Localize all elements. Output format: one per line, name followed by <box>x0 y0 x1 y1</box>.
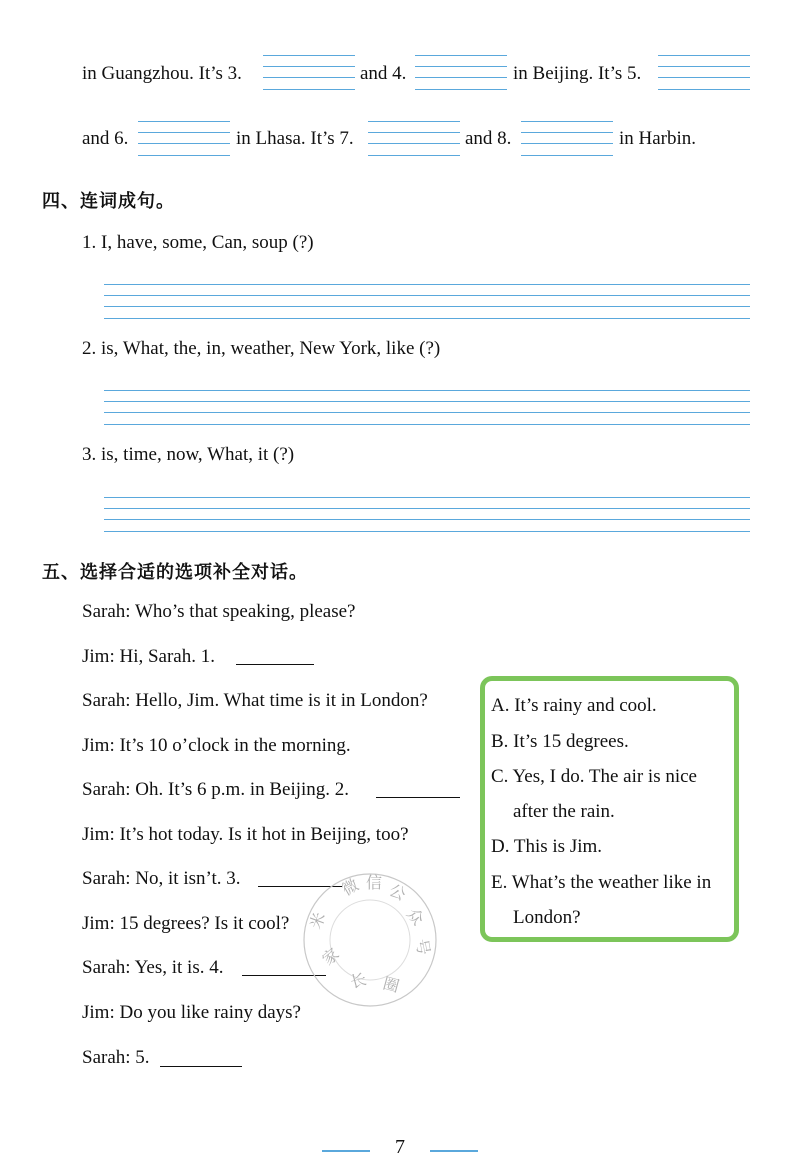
option-c: C. Yes, I do. The air is nice <box>491 766 697 787</box>
blank-3[interactable] <box>263 55 355 91</box>
svg-text:家: 家 <box>318 944 343 970</box>
svg-text:圈: 圈 <box>380 973 402 997</box>
page-number-rule-right <box>430 1150 478 1152</box>
blank-8[interactable] <box>521 121 613 157</box>
answer-line-2[interactable] <box>104 390 750 426</box>
part3-row2-text-3: and 8. <box>465 128 512 149</box>
part5-heading: 五、选择合适的选项补全对话。 <box>42 562 308 583</box>
dialogue-line-4: Jim: It’s 10 o’clock in the morning. <box>82 735 351 756</box>
answer-line-1[interactable] <box>104 284 750 320</box>
dialogue-line-7: Sarah: No, it isn’t. 3. <box>82 868 241 889</box>
page-number: 7 <box>395 1136 405 1158</box>
blank-5[interactable] <box>658 55 750 91</box>
dialogue-line-10: Jim: Do you like rainy days? <box>82 1002 301 1023</box>
svg-text:号: 号 <box>412 937 434 957</box>
dialogue-blank-2[interactable] <box>376 797 460 798</box>
blank-7[interactable] <box>368 121 460 157</box>
option-e: E. What’s the weather like in <box>491 872 712 893</box>
dialogue-blank-1[interactable] <box>236 664 314 665</box>
dialogue-line-5: Sarah: Oh. It’s 6 p.m. in Beijing. 2. <box>82 779 350 800</box>
option-e-cont: London? <box>513 907 581 928</box>
dialogue-line-8: Jim: 15 degrees? Is it cool? <box>82 913 290 934</box>
dialogue-line-1: Sarah: Who’s that speaking, please? <box>82 601 356 622</box>
answer-line-3[interactable] <box>104 497 750 533</box>
option-a: A. It’s rainy and cool. <box>491 695 657 716</box>
watermark-stamp <box>300 870 440 1010</box>
svg-text:米: 米 <box>305 909 330 932</box>
option-d: D. This is Jim. <box>491 836 603 857</box>
svg-text:众: 众 <box>402 904 428 929</box>
blank-6[interactable] <box>138 121 230 157</box>
part3-row2-text-4: in Harbin. <box>619 128 697 149</box>
part3-row1-text-1: in Guangzhou. It’s 3. <box>82 63 242 84</box>
part4-item-2: 2. is, What, the, in, weather, New York, like (?) <box>82 338 441 359</box>
dialogue-line-2: Jim: Hi, Sarah. 1. <box>82 646 215 667</box>
part4-item-1: 1. I, have, some, Can, soup (?) <box>82 232 314 253</box>
blank-4[interactable] <box>415 55 507 91</box>
svg-text:信: 信 <box>366 873 383 892</box>
part4-heading: 四、连词成句。 <box>42 191 175 212</box>
part4-item-3: 3. is, time, now, What, it (?) <box>82 444 295 465</box>
svg-text:长: 长 <box>348 969 369 992</box>
option-c-cont: after the rain. <box>513 801 615 822</box>
dialogue-line-11: Sarah: 5. <box>82 1047 150 1068</box>
dialogue-blank-5[interactable] <box>160 1066 242 1067</box>
dialogue-line-9: Sarah: Yes, it is. 4. <box>82 957 224 978</box>
part3-row2-text-2: in Lhasa. It’s 7. <box>236 128 354 149</box>
options-box <box>480 676 739 942</box>
part3-row1-text-3: in Beijing. It’s 5. <box>513 63 642 84</box>
dialogue-line-6: Jim: It’s hot today. Is it hot in Beijing, too? <box>82 824 409 845</box>
option-b: B. It’s 15 degrees. <box>491 731 629 752</box>
part3-row2-text-1: and 6. <box>82 128 129 149</box>
dialogue-line-3: Sarah: Hello, Jim. What time is it in London? <box>82 690 428 711</box>
part3-row1-text-2: and 4. <box>360 63 407 84</box>
svg-text:公: 公 <box>386 880 409 905</box>
svg-text:微: 微 <box>338 875 362 900</box>
